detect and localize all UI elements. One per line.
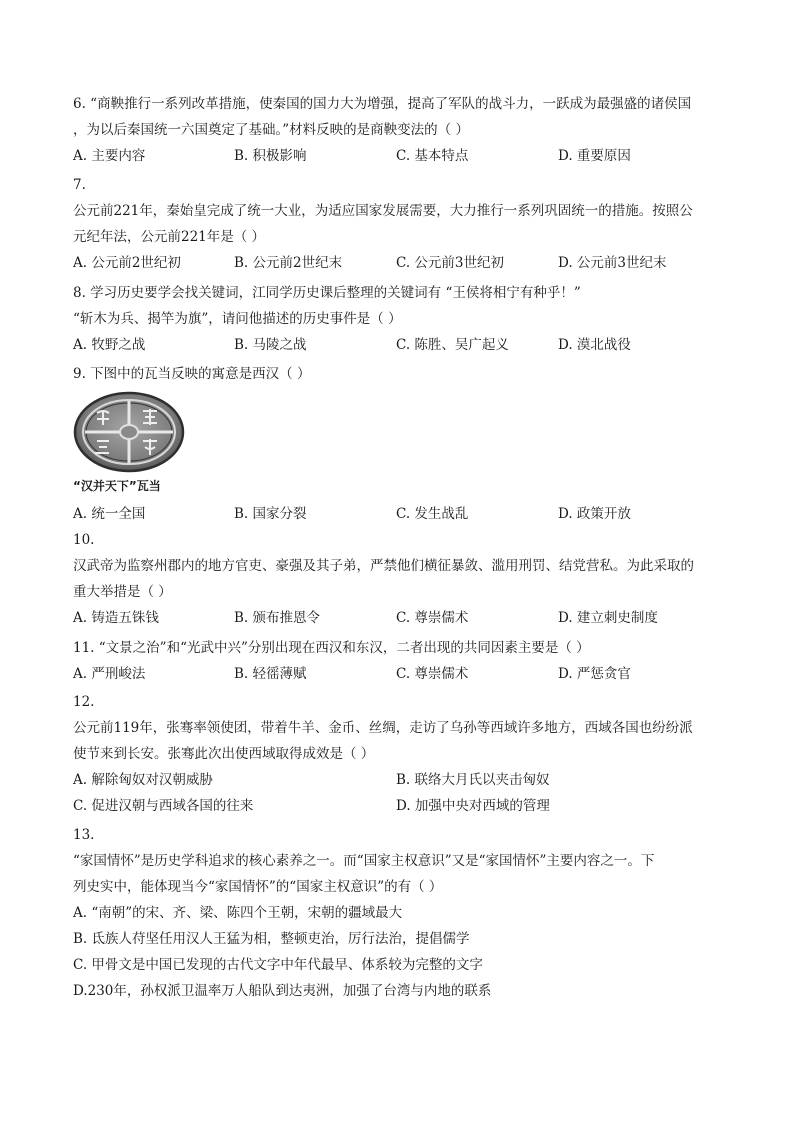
question-text: 重大举措是（ ）	[73, 584, 172, 600]
option-b: B. 马陵之战	[234, 337, 307, 353]
options-row	[73, 332, 723, 358]
question-text: 使节来到长安。张骞此次出使西域取得成效是（ ）	[73, 746, 375, 762]
options-row	[73, 143, 723, 169]
question-text: 公元前119年，张骞率领使团，带着牛羊、金币、丝绸，走访了乌孙等西域许多地方，西域各国也纷纷派	[73, 720, 693, 736]
option-a: A. 主要内容	[73, 148, 146, 164]
option-d: D. 严惩贪官	[558, 666, 631, 682]
question-text: 汉武帝为监察州郡内的地方官吏、豪强及其子弟，严禁他们横征暴敛、滥用刑罚、结党营私。为此采取的	[73, 558, 694, 574]
question-6	[73, 91, 723, 169]
option-a: A. 公元前2世纪初	[73, 255, 181, 271]
question-text: 11. “文景之治”和“光武中兴”分别出现在西汉和东汉，二者出现的共同因素主要是（ ）	[73, 640, 590, 656]
option-a: A. 统一全国	[73, 506, 146, 522]
option-a: A. 铸造五铢钱	[73, 610, 159, 626]
option-d: D. 重要原因	[558, 148, 631, 164]
question-9-options	[73, 501, 723, 527]
option-c: C. 公元前3世纪初	[396, 255, 505, 271]
question-number: 7.	[73, 177, 86, 193]
options-row	[73, 661, 723, 687]
option-c: C. 陈胜、吴广起义	[396, 337, 509, 353]
question-10	[73, 527, 723, 631]
question-text: 元纪年法，公元前221年是（ ）	[73, 229, 266, 245]
option-c: C. 尊崇儒术	[396, 666, 469, 682]
option-b: B. 积极影响	[234, 148, 307, 164]
question-number: 12.	[73, 694, 95, 710]
question-text: 6. “商鞅推行一系列改革措施，使秦国的国力大为增强，提高了军队的战斗力，一跃成为最强盛的诸侯国	[73, 96, 692, 112]
option-a: A. 严刑峻法	[73, 666, 146, 682]
option-c: C. 甲骨文是中国已发现的古代文字中年代最早、体系较为完整的文字	[73, 957, 483, 973]
option-c: C. 发生战乱	[396, 506, 469, 522]
question-number: 13.	[73, 827, 95, 843]
question-12	[73, 689, 723, 819]
options-row	[73, 767, 723, 793]
options-row	[73, 250, 723, 276]
question-text: “斩木为兵、揭竿为旗”，请问他描述的历史事件是（ ）	[73, 311, 402, 327]
option-b: B. 联络大月氏以夹击匈奴	[396, 772, 550, 788]
question-text: 8. 学习历史要学会找关键词，江同学历史课后整理的关键词有 “王侯将相宁有种乎！”	[73, 285, 581, 301]
option-b: B. 氐族人苻坚任用汉人王猛为相，整顿吏治，厉行法治，提倡儒学	[73, 931, 470, 947]
option-c: C. 促进汉朝与西域各国的往来	[73, 798, 254, 814]
question-text: 公元前221年，秦始皇完成了统一大业，为适应国家发展需要，大力推行一系列巩固统一的措施。按照公	[73, 203, 693, 219]
option-a: A. 牧野之战	[73, 337, 146, 353]
question-text: 列史实中，能体现当今“家国情怀”的“国家主权意识”的有（ ）	[73, 879, 443, 895]
question-11	[73, 635, 723, 687]
option-b: B. 国家分裂	[234, 506, 307, 522]
question-text: ，为以后秦国统一六国奠定了基础。”材料反映的是商鞅变法的（ ）	[73, 122, 469, 138]
question-9	[73, 361, 723, 387]
option-a: A. “南朝”的宋、齐、梁、陈四个王朝，宋朝的疆域最大	[73, 905, 403, 921]
option-b: B. 轻徭薄赋	[234, 666, 307, 682]
question-text: “家国情怀”是历史学科追求的核心素养之一。而“国家主权意识”又是“家国情怀”主要内容之一。下	[73, 853, 655, 869]
option-d: D. 公元前3世纪末	[558, 255, 667, 271]
options-row	[73, 501, 723, 527]
option-d: D. 加强中央对西域的管理	[396, 798, 550, 814]
option-d: D. 建立刺史制度	[558, 610, 658, 626]
question-13	[73, 822, 723, 1004]
options-row	[73, 605, 723, 631]
option-c: C. 基本特点	[396, 148, 469, 164]
question-7	[73, 172, 723, 276]
option-d: D. 漠北战役	[558, 337, 631, 353]
option-b: B. 公元前2世纪末	[234, 255, 343, 271]
options-row	[73, 793, 723, 819]
image-caption: “汉并天下”瓦当	[73, 479, 161, 493]
roof-tile-drawing	[73, 391, 185, 473]
question-text: 9. 下图中的瓦当反映的寓意是西汉（ ）	[73, 366, 311, 382]
option-b: B. 颁布推恩令	[234, 610, 321, 626]
option-c: C. 尊崇儒术	[396, 610, 469, 626]
option-d: D. 政策开放	[558, 506, 631, 522]
question-8	[73, 280, 723, 358]
option-d: D.230年，孙权派卫温率万人船队到达夷洲，加强了台湾与内地的联系	[73, 983, 492, 999]
question-number: 10.	[73, 532, 95, 548]
option-a: A. 解除匈奴对汉朝威胁	[73, 772, 213, 788]
